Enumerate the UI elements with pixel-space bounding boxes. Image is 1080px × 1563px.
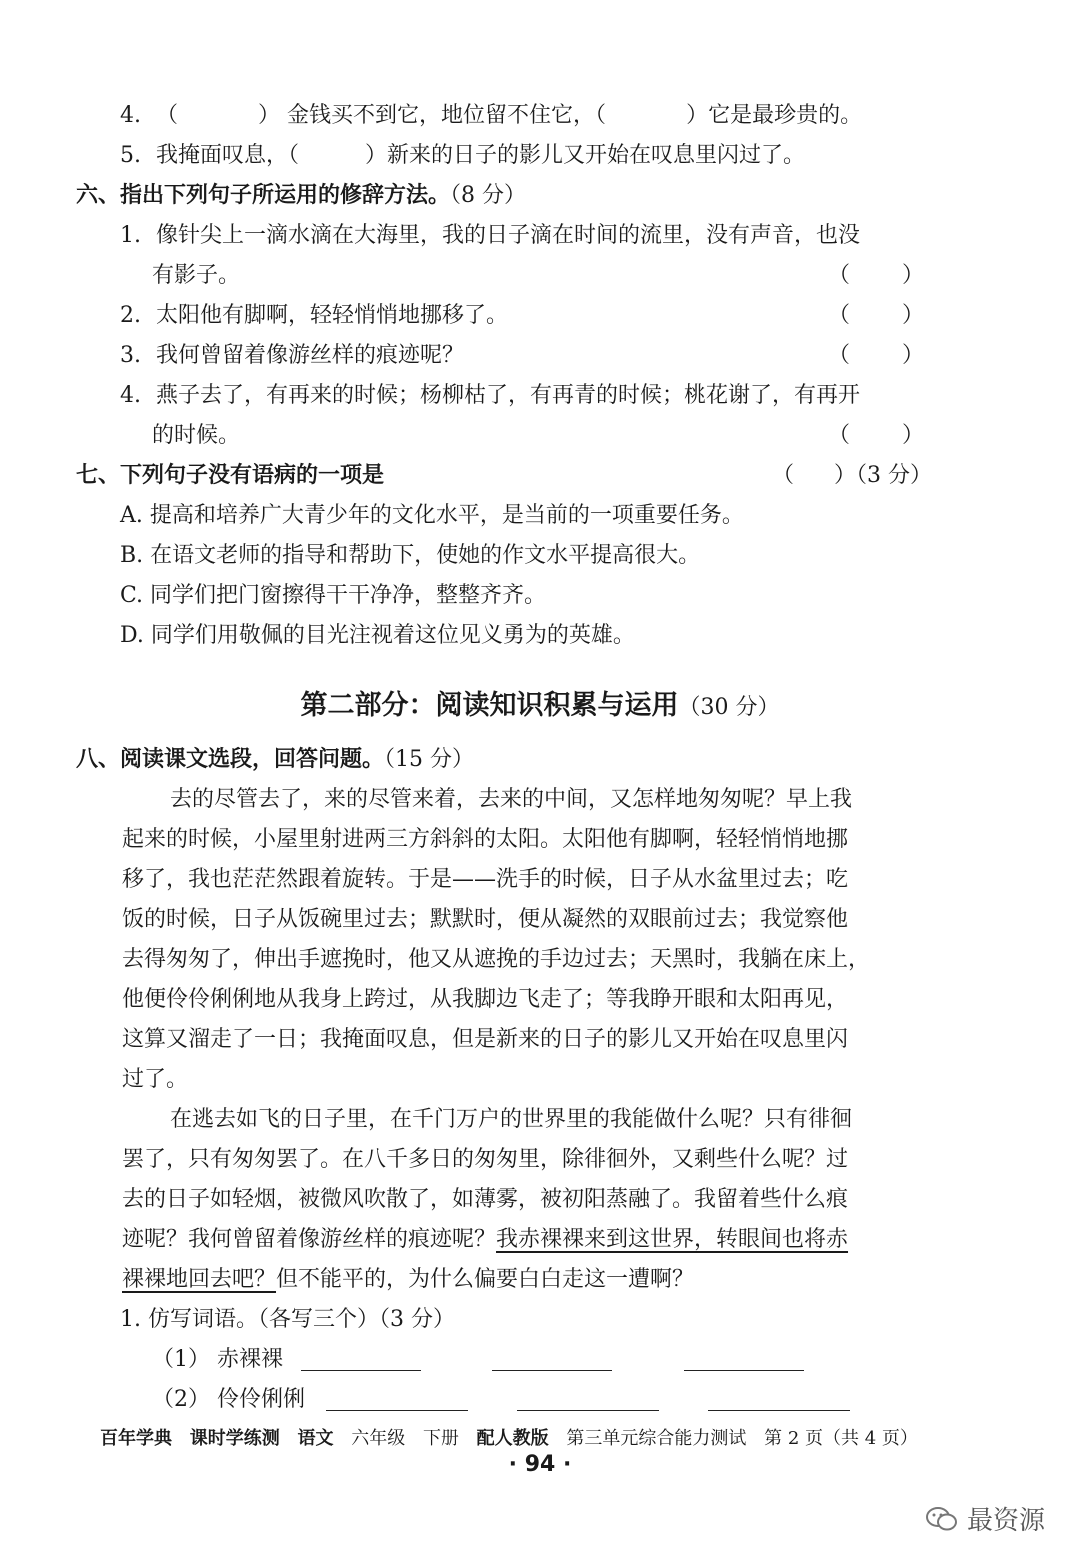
footer-grade: 六年级 [351, 1428, 406, 1449]
question-number: 5. [120, 143, 141, 168]
footer-page: 第 2 页（共 4 页） [764, 1428, 918, 1449]
section-score: （3 分） [856, 463, 933, 488]
item-number: 4. [120, 383, 141, 408]
passage-line: 这算又溜走了一日；我掩面叹息，但是新来的日子的影儿又开始在叹息里闪 [122, 1027, 849, 1052]
paren-close: ） [365, 143, 388, 168]
answer-paren[interactable]: （ ） [828, 343, 924, 368]
option-a[interactable]: A. 提高和培养广大青少年的文化水平，是当前的一项重要任务。 [120, 503, 744, 528]
passage-line: 罢了，只有匆匆罢了。在八千多日的匆匆里，除徘徊外，又剩些什么呢？过 [122, 1147, 849, 1172]
section-title: 八、阅读课文选段，回答问题。 [76, 747, 385, 772]
paren-open: （ [288, 143, 300, 168]
passage-line: 过了。 [122, 1067, 189, 1092]
underlined-sentence: 裸裸地回去吧？ [122, 1267, 277, 1292]
answer-blank[interactable] [301, 1370, 421, 1371]
page-number: · 94 · [508, 1452, 572, 1477]
watermark-text: 最资源 [967, 1506, 1046, 1536]
passage-line: 迹呢？我何曾留着像游丝样的痕迹呢？我赤裸裸来到这世界，转眼间也将赤 [122, 1227, 849, 1252]
section-score: （15 分） [384, 747, 475, 772]
s6-item-3 [120, 341, 464, 371]
part-2-title: 第二部分：阅读知识积累与运用（30 分） [300, 690, 780, 721]
answer-blank[interactable] [492, 1370, 612, 1371]
answer-blank[interactable] [708, 1410, 850, 1411]
paren-close: ） [258, 103, 281, 128]
answer-paren[interactable]: （ ） [828, 303, 924, 328]
watermark [925, 1500, 1045, 1537]
footer-series: 课时学练测 [189, 1428, 280, 1449]
passage-line: 他便伶伶俐俐地从我身上跨过，从我脚边飞走了；等我睁开眼和太阳再见， [122, 987, 849, 1012]
s6-item-2 [120, 301, 508, 331]
item-number: 1. [120, 223, 141, 248]
paren-open: （ [156, 103, 179, 128]
footer-test: 第三单元综合能力测试 [566, 1428, 747, 1449]
section-8-heading [76, 745, 474, 775]
option-b[interactable]: B. 在语文老师的指导和帮助下，使她的作文水平提高很大。 [120, 543, 701, 568]
passage-line: 裸裸地回去吧？但不能平的，为什么偏要白白走这一遭啊？ [122, 1267, 695, 1292]
subquestion-2: （2） 伶伶俐俐 [152, 1387, 305, 1412]
answer-blank[interactable] [684, 1370, 804, 1371]
q5-4-line [120, 101, 862, 131]
section-title: 七、下列句子没有语病的一项是 [76, 463, 385, 488]
footer-term: 下册 [422, 1428, 459, 1449]
paren-open: （ [595, 103, 607, 128]
passage-line: 去得匆匆了，伸出手遮挽时，他又从遮挽的手边过去；天黑时，我躺在床上， [122, 947, 871, 972]
option-c[interactable]: C. 同学们把门窗擦得干干净净，整整齐齐。 [120, 583, 547, 608]
paren-close: ） [686, 103, 709, 128]
item-text-continued: 的时候。 [152, 423, 241, 448]
footer-brand: 百年学典 [100, 1428, 172, 1449]
answer-paren[interactable]: （ ） [828, 423, 924, 448]
passage-line: 在逃去如飞的日子里，在千门万户的世界里的我能做什么呢？只有徘徊 [170, 1107, 853, 1132]
answer-blank[interactable] [326, 1410, 468, 1411]
passage-line: 移了，我也茫茫然跟着旋转。于是——洗手的时候，日子从水盆里过去；吃 [122, 867, 849, 892]
question-text: 我掩面叹息， [156, 143, 289, 168]
question-text: 它是最珍贵的。 [708, 103, 863, 128]
item-number: 2. [120, 303, 141, 328]
section-score: （8 分） [450, 183, 527, 208]
section-title: 六、指出下列句子所运用的修辞方法。 [76, 183, 451, 208]
section-6-heading [76, 181, 526, 211]
question-1: 1. 仿写词语。（各写三个）（3 分） [120, 1307, 455, 1332]
question-number: 4. [120, 103, 141, 128]
question-text: 金钱买不到它，地位留不住它， [287, 103, 596, 128]
item-text-continued: 有影子。 [152, 263, 241, 288]
passage-line: 起来的时候，小屋里射进两三方斜斜的太阳。太阳他有脚啊，轻轻悄悄地挪 [122, 827, 849, 852]
wechat-icon [925, 1505, 959, 1533]
footer-edition: 配人教版 [476, 1428, 549, 1449]
subquestion-1: （1） 赤裸裸 [152, 1347, 283, 1372]
item-text: 我何曾留着像游丝样的痕迹呢？ [156, 343, 465, 368]
underlined-sentence: 我赤裸裸来到这世界，转眼间也将赤 [496, 1227, 849, 1252]
item-number: 3. [120, 343, 141, 368]
passage-line: 去的尽管去了，来的尽管来着，去来的中间，又怎样地匆匆呢？早上我 [170, 787, 853, 812]
item-text: 太阳他有脚啊，轻轻悄悄地挪移了。 [156, 303, 509, 328]
answer-blank[interactable] [517, 1410, 659, 1411]
passage-line: 去的日子如轻烟，被微风吹散了，如薄雾，被初阳蒸融了。我留着些什么痕 [122, 1187, 849, 1212]
s6-item-4 [120, 381, 860, 411]
answer-paren[interactable]: （ ） [828, 263, 924, 288]
footer-subject: 语文 [297, 1428, 334, 1449]
item-text: 像针尖上一滴水滴在大海里，我的日子滴在时间的流里，没有声音，也没 [156, 223, 861, 248]
s6-item-1 [120, 221, 860, 251]
option-d[interactable]: D. 同学们用敬佩的目光注视着这位见义勇为的英雄。 [120, 623, 635, 648]
question-text: 新来的日子的影儿又开始在叹息里闪过了。 [387, 143, 806, 168]
page-footer [100, 1426, 930, 1452]
q5-5-line [120, 141, 805, 171]
item-text: 燕子去了，有再来的时候；杨柳枯了，有再青的时候；桃花谢了，有再开 [156, 383, 861, 408]
section-7-heading [76, 461, 384, 491]
passage-line: 饭的时候，日子从饭碗里过去；默默时，便从凝然的双眼前过去；我觉察他 [122, 907, 849, 932]
section-7-answer[interactable]: （ ）（3 分） [772, 463, 933, 488]
